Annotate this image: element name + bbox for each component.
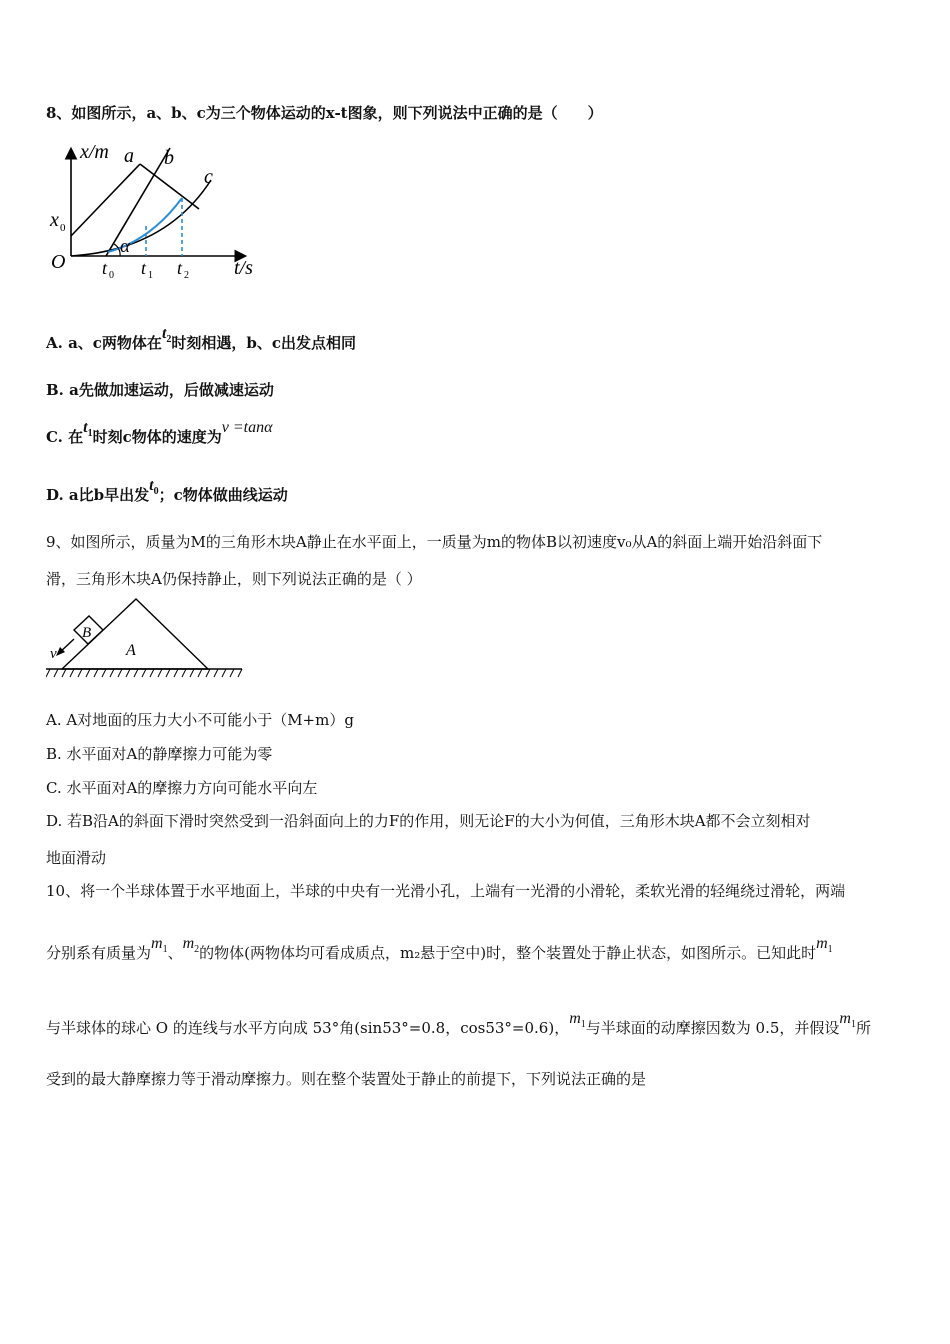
q10-line-3: 与半球体的球心 O 的连线与水平方向成 53°角(sin53°=0.8，cos53°=0.6)，$m_1$与半球面的动摩擦因数为 0.5，并假设$m_1$所: [46, 1010, 871, 1037]
t0-sub: 0: [109, 270, 114, 281]
q9-option-a: A. A对地面的压力大小不可能小于（M+m）g: [46, 711, 354, 729]
t2-label: t: [177, 258, 183, 278]
x0-sub: 0: [60, 222, 66, 234]
q10-line-4: 受到的最大静摩擦力等于滑动摩擦力。则在整个装置处于静止的前提下，下列说法正确的是: [46, 1070, 647, 1088]
alpha-label: α: [120, 236, 130, 257]
ground-hatch: [46, 669, 242, 677]
x0-label: x: [50, 209, 59, 231]
t0-label: t: [102, 258, 108, 278]
q9-option-d-2: 地面滑动: [46, 849, 107, 867]
line-c-label: c: [204, 166, 213, 188]
y-axis-label: x/m: [80, 141, 109, 163]
q8-option-d: D. a比b早出发$t_0$；c物体做曲线运动: [46, 477, 288, 504]
block-b-label: B: [82, 625, 92, 641]
t1-label: t: [141, 258, 147, 278]
q9-stem-1: 9、如图所示，质量为M的三角形木块A静止在水平面上，一质量为m的物体B以初速度v₀从A的斜面上端开始沿斜面下: [46, 533, 823, 551]
q8-option-c: C. 在$t_1$时刻c物体的速度为v =tanα: [46, 419, 273, 446]
origin-label: O: [51, 251, 66, 273]
line-a: [71, 164, 140, 236]
q9-option-d-1: D. 若B沿A的斜面下滑时突然受到一沿斜面向上的力F的作用，则无论F的大小为何值，三角形木块A都不会立刻相对: [46, 812, 811, 830]
line-a-label: a: [124, 145, 134, 167]
t1-sub: 1: [148, 270, 153, 281]
q9-option-c: C. 水平面对A的摩擦力方向可能水平向左: [46, 779, 318, 797]
velocity-label: v: [50, 646, 57, 662]
block-a-label: A: [126, 642, 136, 659]
q9-stem-2: 滑，三角形木块A仍保持静止，则下列说法正确的是（ ）: [46, 570, 422, 588]
x-axis-label: t/s: [234, 257, 253, 279]
q10-line-1: 10、将一个半球体置于水平地面上，半球的中央有一光滑小孔，上端有一光滑的小滑轮，柔软光滑的轻绳绕过滑轮，两端: [46, 882, 846, 900]
q8-xt-graph: [46, 140, 276, 290]
q9-incline-figure: [46, 595, 246, 685]
q9-option-b: B. 水平面对A的静摩擦力可能为零: [46, 745, 273, 763]
q8-option-a: A. a、c两物体在$t_2$时刻相遇，b、c出发点相同: [46, 325, 357, 352]
q8-option-b: B. a先做加速运动，后做减速运动: [46, 381, 274, 399]
line-b-label: b: [164, 147, 174, 169]
t2-sub: 2: [184, 270, 189, 281]
q8-stem: 8、如图所示，a、b、c为三个物体运动的x-t图象，则下列说法中正确的是（ ）: [46, 104, 603, 122]
q10-line-2: 分别系有质量为$m_1$、$m_2$的物体(两物体均可看成质点，m₂悬于空中)时，整个装置处于静止状态，如图所示。已知此时$m_1$: [46, 935, 833, 962]
line-a-tail: [140, 164, 199, 209]
line-c: [71, 180, 211, 256]
